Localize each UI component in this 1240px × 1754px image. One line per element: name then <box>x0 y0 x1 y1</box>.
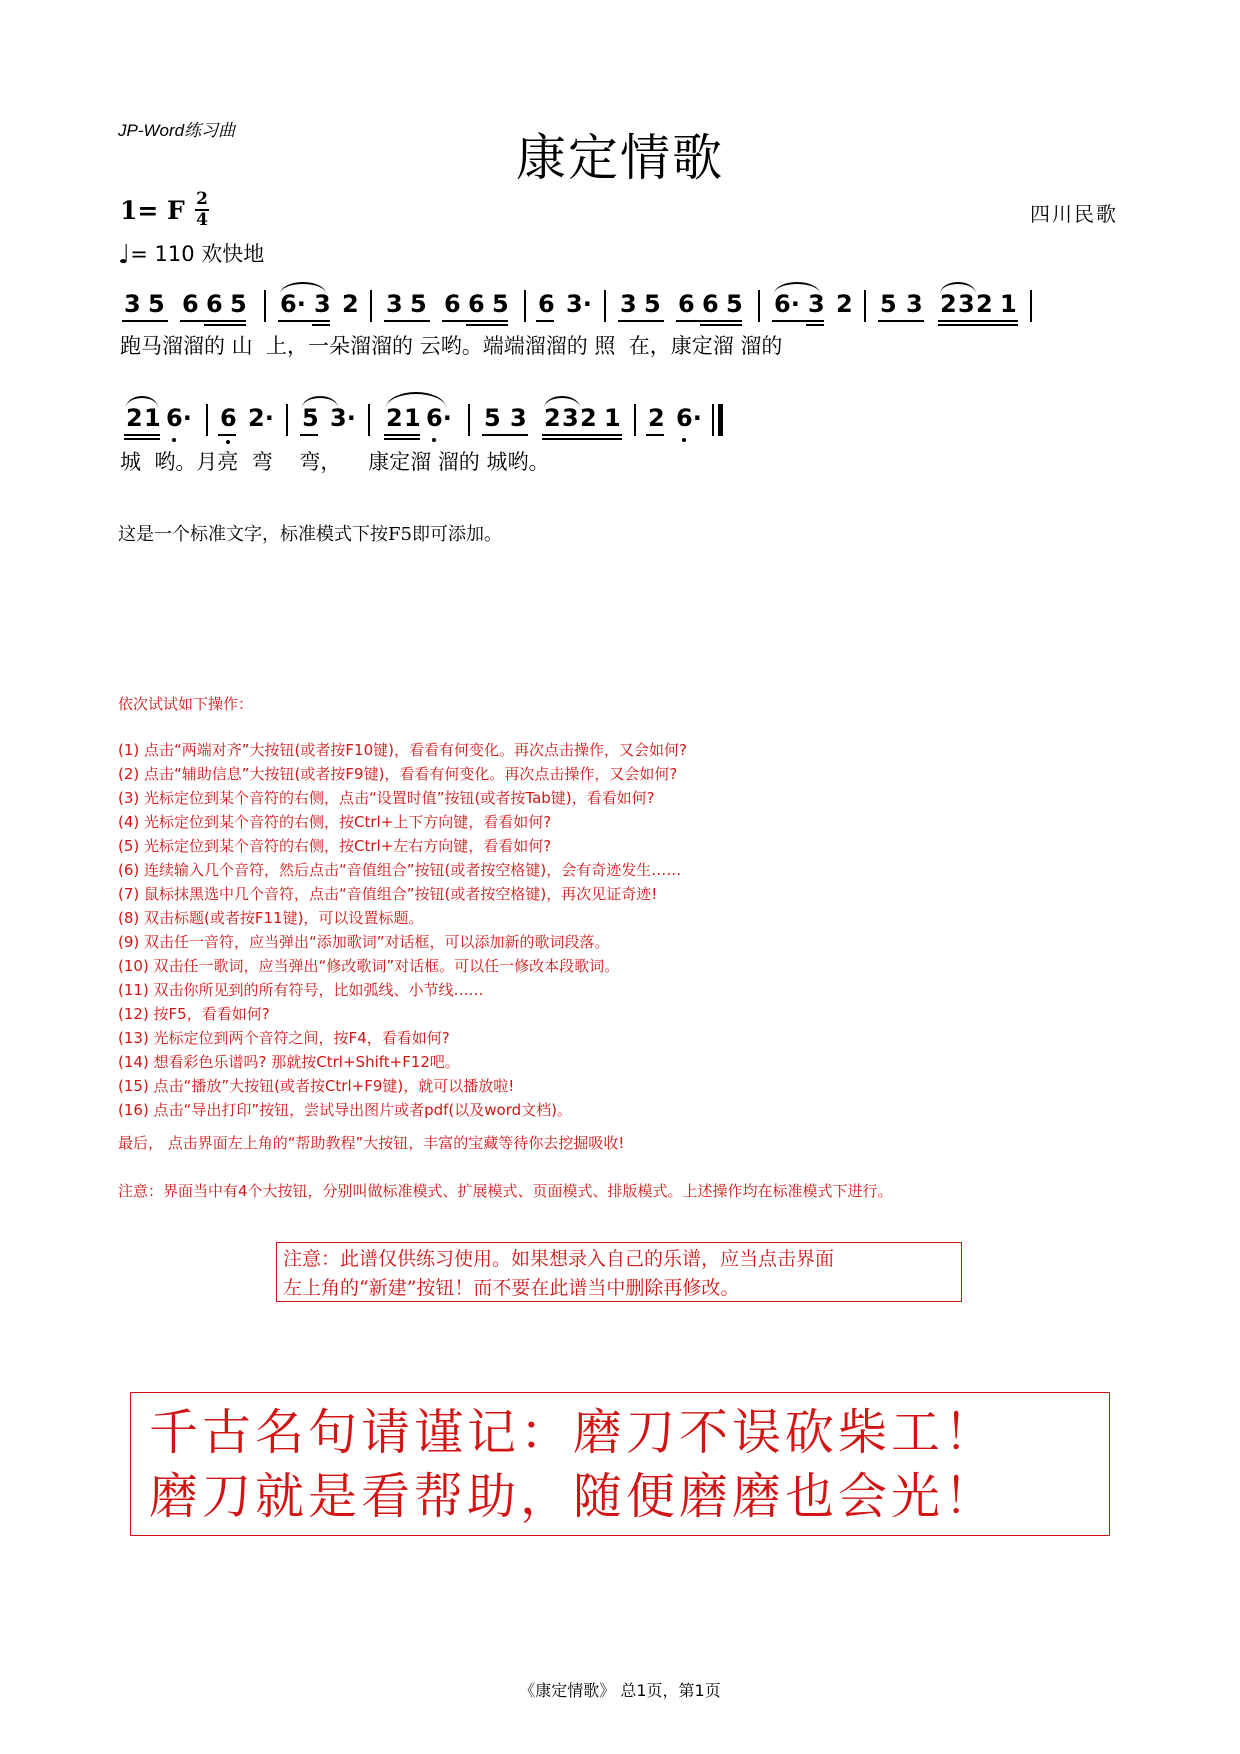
note[interactable]: 2 <box>342 290 359 318</box>
lyric-line-1[interactable]: 跑马溜溜的 山 上，一朵溜溜的 云哟。端端溜溜的 照 在，康定溜 溜的 <box>120 334 783 358</box>
eighth-beam <box>218 434 236 436</box>
meter-bottom: 4 <box>196 210 208 230</box>
note[interactable]: 3 <box>314 290 331 318</box>
page-title[interactable]: 康定情歌 <box>516 129 724 187</box>
eighth-beam <box>878 320 924 322</box>
eighth-beam <box>278 320 330 322</box>
tempo-marking[interactable] <box>118 238 264 270</box>
eighth-beam <box>180 320 246 322</box>
instruction-item: (9) 双击任一音符，应当弹出“添加歌词”对话框，可以添加新的歌词段落。 <box>118 933 610 951</box>
note[interactable]: 6· <box>426 404 452 432</box>
note[interactable]: 1 <box>144 404 161 432</box>
barline[interactable] <box>634 404 636 436</box>
note[interactable]: 5 <box>726 290 743 318</box>
barline[interactable] <box>264 290 266 322</box>
eighth-beam <box>646 434 664 436</box>
barline[interactable] <box>206 404 208 436</box>
instruction-item: (1) 点击“两端对齐”大按钮(或者按F10键)，看看有何变化。再次点击操作，又会如何? <box>118 741 687 759</box>
instruction-item: (14) 想看彩色乐谱吗? 那就按Ctrl+Shift+F12吧。 <box>118 1053 460 1071</box>
note[interactable]: 6 <box>678 290 695 318</box>
eighth-beam <box>122 320 168 322</box>
final-tip: 最后， 点击界面左上角的“帮助教程”大按钮，丰富的宝藏等待你去挖掘吸收! <box>118 1134 625 1152</box>
instruction-item: (5) 光标定位到某个音符的右侧，按Ctrl+左右方向键，看看如何? <box>118 837 552 855</box>
note[interactable]: 5 <box>302 404 319 432</box>
low-octave-dot <box>172 438 176 442</box>
barline[interactable] <box>368 404 370 436</box>
note[interactable]: 6 <box>444 290 461 318</box>
note[interactable]: 2· <box>248 404 274 432</box>
instruction-item: (13) 光标定位到两个音符之间，按F4，看看如何? <box>118 1029 450 1047</box>
instruction-item: (12) 按F5，看看如何? <box>118 1005 270 1023</box>
note[interactable]: 1 <box>604 404 621 432</box>
instruction-item: (2) 点击“辅助信息”大按钮(或者按F9键)，看看有何变化。再次点击操作，又会如何? <box>118 765 678 783</box>
note[interactable]: 2 <box>544 404 561 432</box>
instruction-item: (10) 双击任一歌词，应当弹出“修改歌词”对话框。可以任一修改本段歌词。 <box>118 957 620 975</box>
quarter-note-icon: ♩ <box>118 240 131 270</box>
final-barline-thin[interactable] <box>712 404 714 436</box>
composer-label[interactable]: 四川民歌 <box>1030 202 1118 226</box>
note[interactable]: 2 <box>976 290 993 318</box>
sixteenth-beam <box>806 324 824 326</box>
eighth-beam <box>300 434 318 436</box>
sixteenth-beam <box>204 324 246 326</box>
instruction-item: (11) 双击你所见到的所有符号，比如弧线、小节线…… <box>118 981 484 999</box>
low-octave-dot <box>682 438 686 442</box>
sixteenth-beam <box>542 438 622 440</box>
tempo-text: = 110 欢快地 <box>130 242 265 266</box>
final-barline-thick[interactable] <box>718 404 723 436</box>
instruction-item: (15) 点击“播放”大按钮(或者按Ctrl+F9键)，就可以播放啦! <box>118 1077 515 1095</box>
note[interactable]: 1 <box>404 404 421 432</box>
eighth-beam <box>938 320 1018 322</box>
eighth-beam <box>482 434 528 436</box>
sixteenth-beam <box>466 324 508 326</box>
spacer <box>118 716 1118 738</box>
instruction-item: (7) 鼠标抹黑选中几个音符，点击“音值组合”按钮(或者按空格键)，再次见证奇迹! <box>118 885 658 903</box>
app-name-label: JP-Word练习曲 <box>118 121 236 140</box>
lyric-line-2[interactable]: 城 哟。月亮 弯 弯， 康定溜 溜的 城哟。 <box>120 450 550 474</box>
note[interactable]: 2 <box>836 290 853 318</box>
note[interactable]: 2 <box>940 290 957 318</box>
note[interactable]: 1 <box>1000 290 1017 318</box>
mode-note: 注意：界面当中有4个大按钮，分别叫做标准模式、扩展模式、页面模式、排版模式。上述操作均在标准模式下进行。 <box>118 1182 893 1200</box>
low-octave-dot <box>226 440 230 444</box>
barline[interactable] <box>370 290 372 322</box>
note[interactable]: 2 <box>126 404 143 432</box>
note[interactable]: 2 <box>580 404 597 432</box>
eighth-beam <box>384 434 420 436</box>
sixteenth-beam <box>312 324 330 326</box>
note[interactable]: 6· <box>774 290 800 318</box>
note[interactable]: 3 <box>906 290 923 318</box>
barline[interactable] <box>1030 290 1032 322</box>
instruction-item: (16) 点击“导出打印”按钮，尝试导出图片或者pdf(以及word文档)。 <box>118 1101 573 1119</box>
standard-text[interactable]: 这是一个标准文字，标准模式下按F5即可添加。 <box>118 524 502 545</box>
motto-line-1: 千古名句请谨记：磨刀不误砍柴工！ <box>149 1404 998 1461</box>
barline[interactable] <box>468 404 470 436</box>
note[interactable]: 5 <box>492 290 509 318</box>
eighth-beam <box>536 320 554 322</box>
notice-line-2: 左上角的“新建”按钮！而不要在此谱当中删除再修改。 <box>283 1277 740 1299</box>
notice-box[interactable] <box>276 1242 962 1302</box>
note[interactable]: 5 <box>148 290 165 318</box>
note[interactable]: 5 <box>410 290 427 318</box>
note[interactable]: 3 <box>562 404 579 432</box>
notice-line-1: 注意：此谱仅供练习使用。如果想录入自己的乐谱，应当点击界面 <box>283 1248 835 1270</box>
eighth-beam <box>384 320 430 322</box>
low-octave-dot <box>432 438 436 442</box>
note[interactable]: 6· <box>166 404 192 432</box>
instruction-item: (6) 连续输入几个音符，然后点击“音值组合”按钮(或者按空格键)，会有奇迹发生…… <box>118 861 682 879</box>
sixteenth-beam <box>700 324 742 326</box>
note[interactable]: 3 <box>808 290 825 318</box>
note[interactable]: 6 <box>702 290 719 318</box>
eighth-beam <box>442 320 508 322</box>
note[interactable]: 3 <box>958 290 975 318</box>
barline[interactable] <box>604 290 606 322</box>
note[interactable]: 3 <box>620 290 637 318</box>
note[interactable]: 6 <box>206 290 223 318</box>
barline[interactable] <box>864 290 866 322</box>
eighth-beam <box>542 434 622 436</box>
note[interactable]: 2 <box>386 404 403 432</box>
instruction-item: (4) 光标定位到某个音符的右侧，按Ctrl+上下方向键，看看如何? <box>118 813 552 831</box>
eighth-beam <box>772 320 824 322</box>
instructions-heading: 依次试试如下操作： <box>118 695 254 713</box>
motto-line-2: 磨刀就是看帮助，随便磨磨也会光！ <box>149 1468 998 1525</box>
sixteenth-beam <box>124 438 160 440</box>
note[interactable]: 6 <box>182 290 199 318</box>
eighth-beam <box>618 320 664 322</box>
meter-top: 2 <box>196 189 208 209</box>
note[interactable]: 3 <box>124 290 141 318</box>
page-footer: 《康定情歌》 总1页，第1页 <box>519 1681 721 1700</box>
note[interactable]: 6 <box>468 290 485 318</box>
time-signature[interactable] <box>195 189 209 230</box>
note[interactable]: 6 <box>538 290 555 318</box>
instruction-item: (8) 双击标题(或者按F11键)，可以设置标题。 <box>118 909 424 927</box>
note[interactable]: 3· <box>566 290 592 318</box>
instruction-item: (3) 光标定位到某个音符的右侧，点击“设置时值”按钮(或者按Tab键)，看看如何? <box>118 789 655 807</box>
barline[interactable] <box>286 404 288 436</box>
sixteenth-beam <box>938 324 1018 326</box>
note[interactable]: 3 <box>386 290 403 318</box>
note[interactable]: 5 <box>880 290 897 318</box>
note[interactable]: 6· <box>676 404 702 432</box>
sixteenth-beam <box>384 438 420 440</box>
instruction-list <box>118 738 1118 1122</box>
note[interactable]: 5 <box>484 404 501 432</box>
instructions-block <box>118 692 1118 1122</box>
note[interactable]: 3· <box>330 404 356 432</box>
note[interactable]: 3 <box>510 404 527 432</box>
note[interactable]: 2 <box>648 404 665 432</box>
eighth-beam <box>676 320 742 322</box>
barline[interactable] <box>524 290 526 322</box>
barline[interactable] <box>758 290 760 322</box>
note[interactable]: 6· <box>280 290 306 318</box>
note[interactable]: 6 <box>220 404 237 432</box>
motto-box[interactable] <box>130 1392 1110 1536</box>
note[interactable]: 5 <box>644 290 661 318</box>
key-signature[interactable]: 1= F <box>120 196 185 225</box>
note[interactable]: 5 <box>230 290 247 318</box>
eighth-beam <box>124 434 160 436</box>
